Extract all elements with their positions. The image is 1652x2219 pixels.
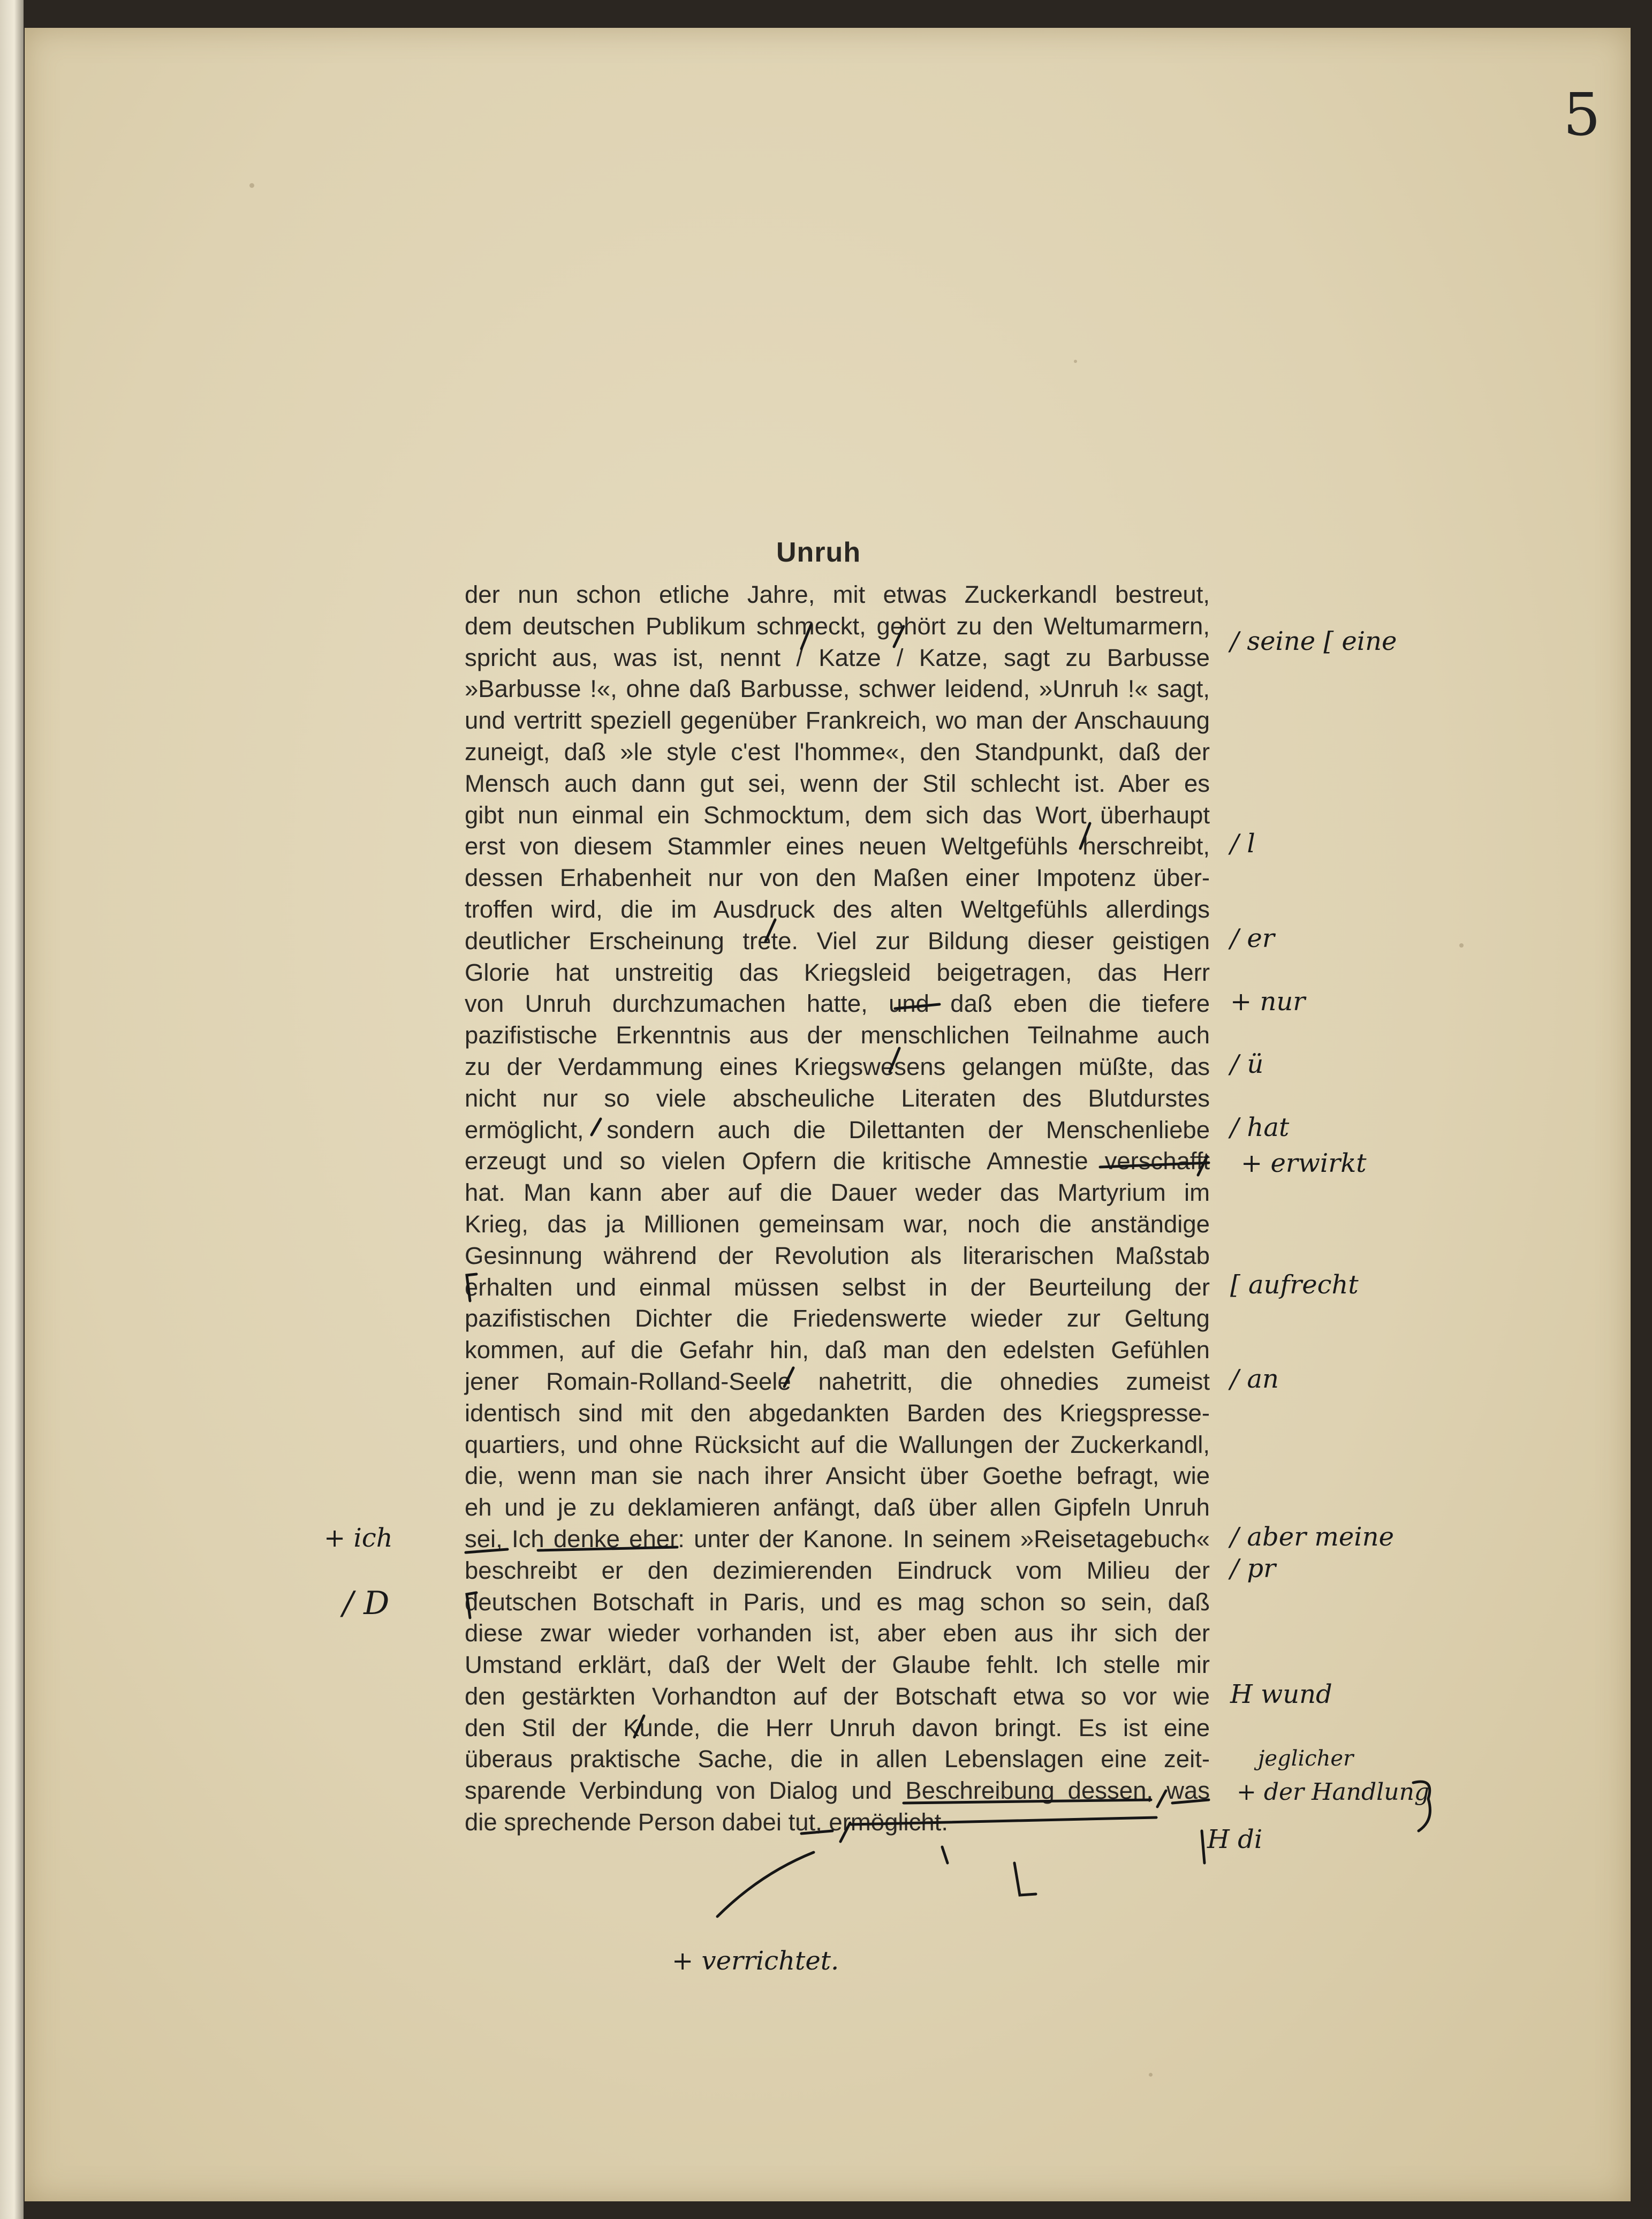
text-line: dem deutschen Publikum schmeckt, gehört zu den Weltumarmern,: [465, 612, 1210, 640]
text-line: den Stil der Kunde, die Herr Unruh davon bringt. Es ist eine: [465, 1714, 1210, 1741]
margin-note: / pr: [1230, 1554, 1276, 1584]
margin-note: H wund: [1230, 1679, 1332, 1709]
margin-note: + ich: [324, 1523, 393, 1553]
page-title: Unruh: [776, 537, 861, 568]
text-line: Mensch auch dann gut sei, wenn der Stil schlecht ist. Aber es: [465, 769, 1210, 797]
margin-note: / ü: [1230, 1049, 1264, 1079]
text-line: erhalten und einmal müssen selbst in der Beurteilung der: [465, 1273, 1210, 1301]
text-line: Glorie hat unstreitig das Kriegsleid beigetragen, das Herr: [465, 958, 1210, 986]
margin-note: + verrichtet.: [672, 1946, 839, 1976]
text-line: hat. Man kann aber auf die Dauer weder das Martyrium im: [465, 1179, 1210, 1207]
text-line: überaus praktische Sache, die in allen Lebenslagen eine zeit-: [465, 1745, 1210, 1773]
text-line: nicht nur so viele abscheuliche Literaten des Blutdurstes: [465, 1084, 1210, 1112]
text-line: zu der Verdammung eines Kriegswesens gelangen müßte, das: [465, 1052, 1210, 1080]
text-line: erzeugt und so vielen Opfern die kritische Amnestie verschafft: [465, 1147, 1210, 1175]
text-line: identisch sind mit den abgedankten Barden des Kriegspresse-: [465, 1399, 1210, 1427]
text-line: gibt nun einmal ein Schmocktum, dem sich das Wort überhaupt: [465, 801, 1210, 829]
margin-note: + nur: [1230, 987, 1306, 1017]
text-line: spricht aus, was ist, nennt / Katze / Katze, sagt zu Barbusse: [465, 643, 1210, 671]
text-line: sei, Ich denke eher: unter der Kanone. In seinem »Reisetagebuch«: [465, 1525, 1210, 1552]
text-line: Gesinnung während der Revolution als literarischen Maßstab: [465, 1241, 1210, 1269]
folio-number: 5: [1563, 80, 1601, 149]
text-line: eh und je zu deklamieren anfängt, daß über allen Gipfeln Unruh: [465, 1494, 1210, 1521]
margin-note: / aber meine: [1230, 1522, 1394, 1552]
margin-note: H di: [1207, 1824, 1263, 1854]
text-line: der nun schon etliche Jahre, mit etwas Zuckerkandl bestreut,: [465, 581, 1210, 608]
margin-note: / D: [343, 1585, 390, 1622]
text-line: und vertritt speziell gegenüber Frankreich, wo man der Anschauung: [465, 707, 1210, 734]
text-line: den gestärkten Vorhandton auf der Botschaft etwa so vor wie: [465, 1682, 1210, 1710]
margin-note: + erwirkt: [1241, 1148, 1367, 1178]
text-line: Umstand erklärt, daß der Welt der Glaube fehlt. Ich stelle mir: [465, 1651, 1210, 1679]
margin-note: jeglicher: [1258, 1746, 1354, 1771]
text-line: deutschen Botschaft in Paris, und es mag schon so sein, daß: [465, 1588, 1210, 1616]
body-text: [465, 579, 1210, 1864]
text-line: diese zwar wieder vorhanden ist, aber eben aus ihr sich der: [465, 1619, 1210, 1647]
text-line: sparende Verbindung von Dialog und Beschreibung dessen, was: [465, 1777, 1210, 1805]
text-line: die, wenn man sie nach ihrer Ansicht über Goethe befragt, wie: [465, 1462, 1210, 1490]
text-line: erst von diesem Stammler eines neuen Weltgefühls herschreibt,: [465, 832, 1210, 860]
text-line: von Unruh durchzumachen hatte, und daß eben die tiefere: [465, 990, 1210, 1018]
margin-note: [ aufrecht: [1230, 1270, 1359, 1300]
text-line: »Barbusse !«, ohne daß Barbusse, schwer leidend, »Unruh !« sagt,: [465, 675, 1210, 703]
text-line: zuneigt, daß »le style c'est l'homme«, den Standpunkt, daß der: [465, 738, 1210, 766]
text-line: Krieg, das ja Millionen gemeinsam war, noch die anständige: [465, 1210, 1210, 1238]
margin-note: / er: [1230, 923, 1275, 953]
margin-note: + der Handlung: [1237, 1778, 1430, 1806]
margin-note: / seine [ eine: [1230, 626, 1397, 656]
margin-note: / hat: [1230, 1112, 1290, 1142]
text-line: quartiers, und ohne Rücksicht auf die Wallungen der Zuckerkandl,: [465, 1430, 1210, 1458]
text-line: die sprechende Person dabei tut, ermöglicht.: [465, 1808, 948, 1836]
text-line: beschreibt er den dezimierenden Eindruck vom Milieu der: [465, 1556, 1210, 1584]
text-line: troffen wird, die im Ausdruck des alten Weltgefühls allerdings: [465, 895, 1210, 923]
text-line: deutlicher Erscheinung trete. Viel zur Bildung dieser geistigen: [465, 927, 1210, 955]
margin-note: / l: [1230, 829, 1255, 859]
text-line: ermöglicht, sondern auch die Dilettanten der Menschenliebe: [465, 1116, 1210, 1143]
text-line: dessen Erhabenheit nur von den Maßen einer Impotenz über-: [465, 864, 1210, 892]
text-line: pazifistische Erkenntnis aus der menschlichen Teilnahme auch: [465, 1021, 1210, 1049]
text-line: kommen, auf die Gefahr hin, daß man den edelsten Gefühlen: [465, 1336, 1210, 1364]
text-line: jener Romain-Rolland-Seele nahetritt, die ohnedies zumeist: [465, 1367, 1210, 1395]
adjacent-page-edge: [0, 0, 24, 2219]
text-line: pazifistischen Dichter die Friedenswerte wieder zur Geltung: [465, 1305, 1210, 1332]
margin-note: / an: [1230, 1364, 1279, 1394]
